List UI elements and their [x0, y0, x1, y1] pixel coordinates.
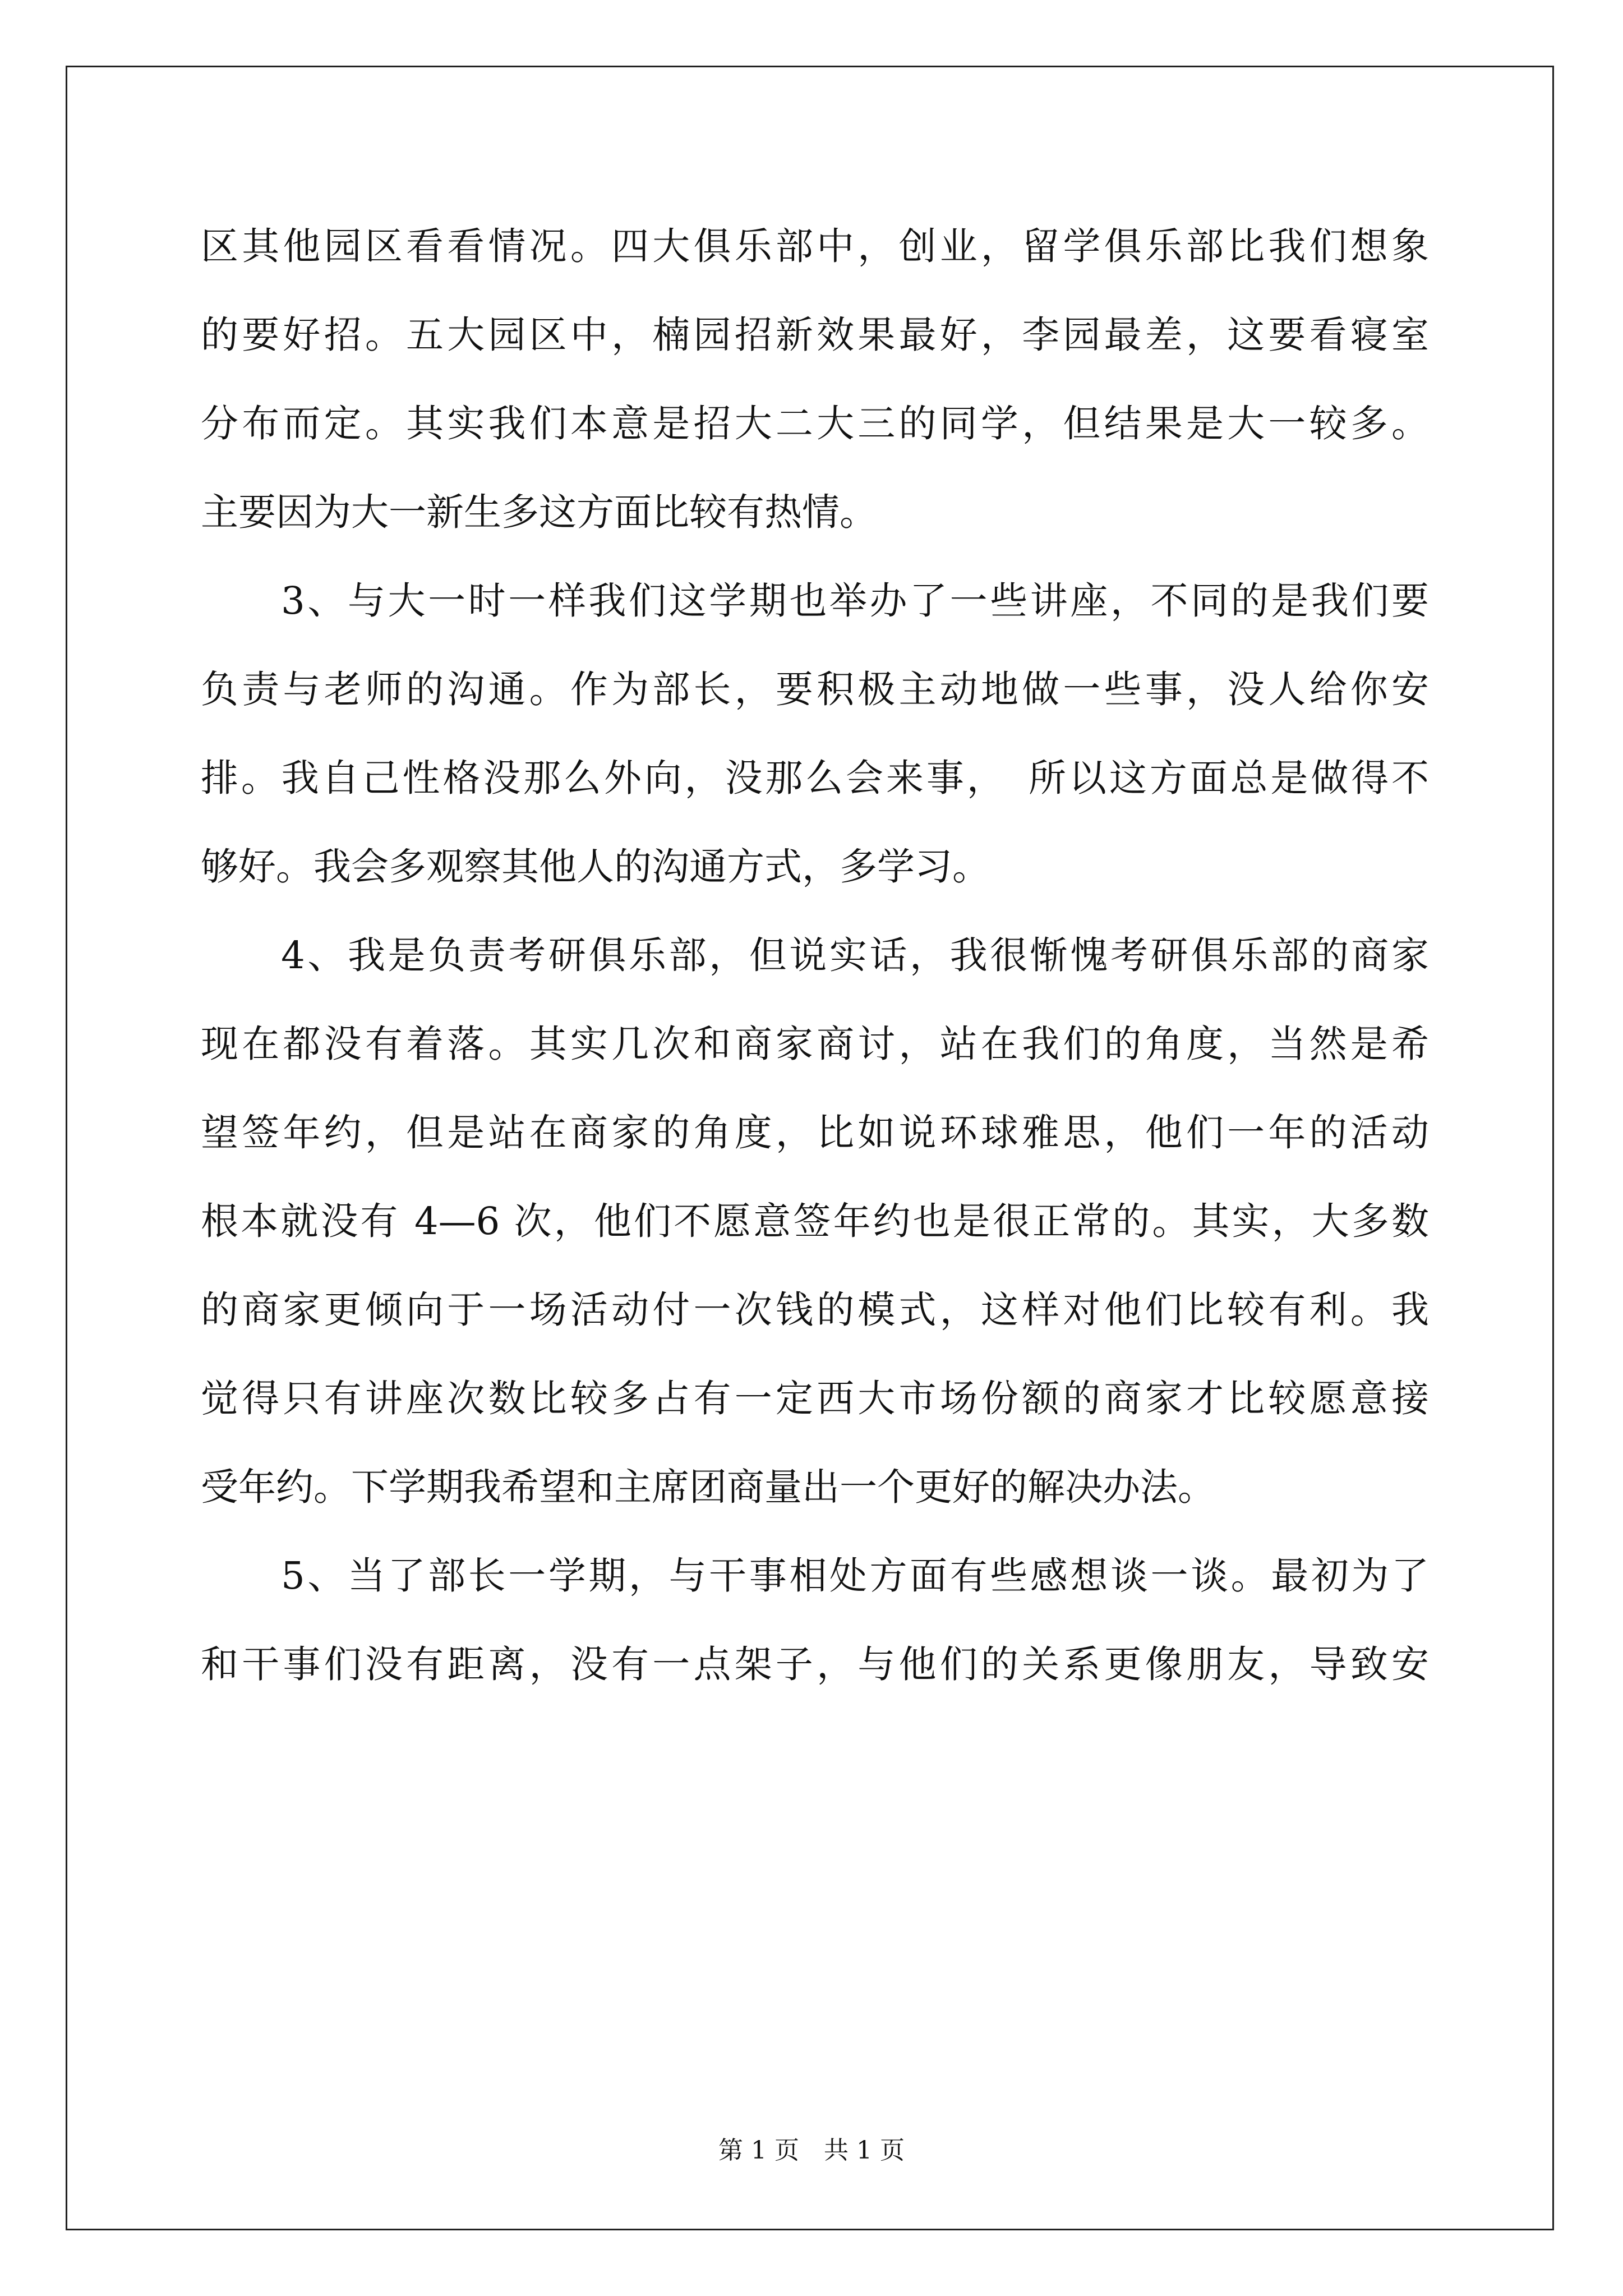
page-number-footer: 第 1 页 共 1 页	[718, 2136, 905, 2165]
text-line: 5、当了部长一学期，与干事相处方面有些感想谈一谈。最初为了	[201, 1554, 1429, 1598]
text-line: 分布而定。其实我们本意是招大二大三的同学，但结果是大一较多。	[201, 402, 1429, 445]
text-line: 的商家更倾向于一场活动付一次钱的模式，这样对他们比较有利。我	[201, 1288, 1429, 1332]
text-line: 的要好招。五大园区中，楠园招新效果最好，李园最差，这要看寝室	[201, 313, 1429, 357]
text-line: 负责与老师的沟通。作为部长，要积极主动地做一些事，没人给你安	[201, 668, 1429, 711]
text-line: 和干事们没有距离，没有一点架子，与他们的关系更像朋友，导致安	[201, 1642, 1429, 1686]
text-line: 4、我是负责考研俱乐部，但说实话，我很惭愧考研俱乐部的商家	[201, 933, 1429, 977]
text-line: 区其他园区看看情况。四大俱乐部中，创业，留学俱乐部比我们想象	[201, 224, 1429, 268]
document-body	[201, 215, 1429, 1722]
text-line: 3、与大一时一样我们这学期也举办了一些讲座，不同的是我们要	[201, 579, 1429, 623]
text-line: 现在都没有着落。其实几次和商家商讨，站在我们的角度，当然是希	[201, 1022, 1429, 1066]
text-line: 觉得只有讲座次数比较多占有一定西大市场份额的商家才比较愿意接	[201, 1377, 1429, 1420]
text-line: 受年约。下学期我希望和主席团商量出一个更好的解决办法。	[201, 1465, 1215, 1509]
text-line: 排。我自己性格没那么外向，没那么会来事， 所以这方面总是做得不	[201, 756, 1429, 800]
text-line: 望签年约，但是站在商家的角度，比如说环球雅思，他们一年的活动	[201, 1111, 1429, 1154]
text-line: 够好。我会多观察其他人的沟通方式，多学习。	[201, 845, 990, 889]
text-line: 主要因为大一新生多这方面比较有热情。	[201, 490, 877, 534]
text-line: 根本就没有 4—6 次，他们不愿意签年约也是很正常的。其实，大多数	[201, 1199, 1429, 1243]
